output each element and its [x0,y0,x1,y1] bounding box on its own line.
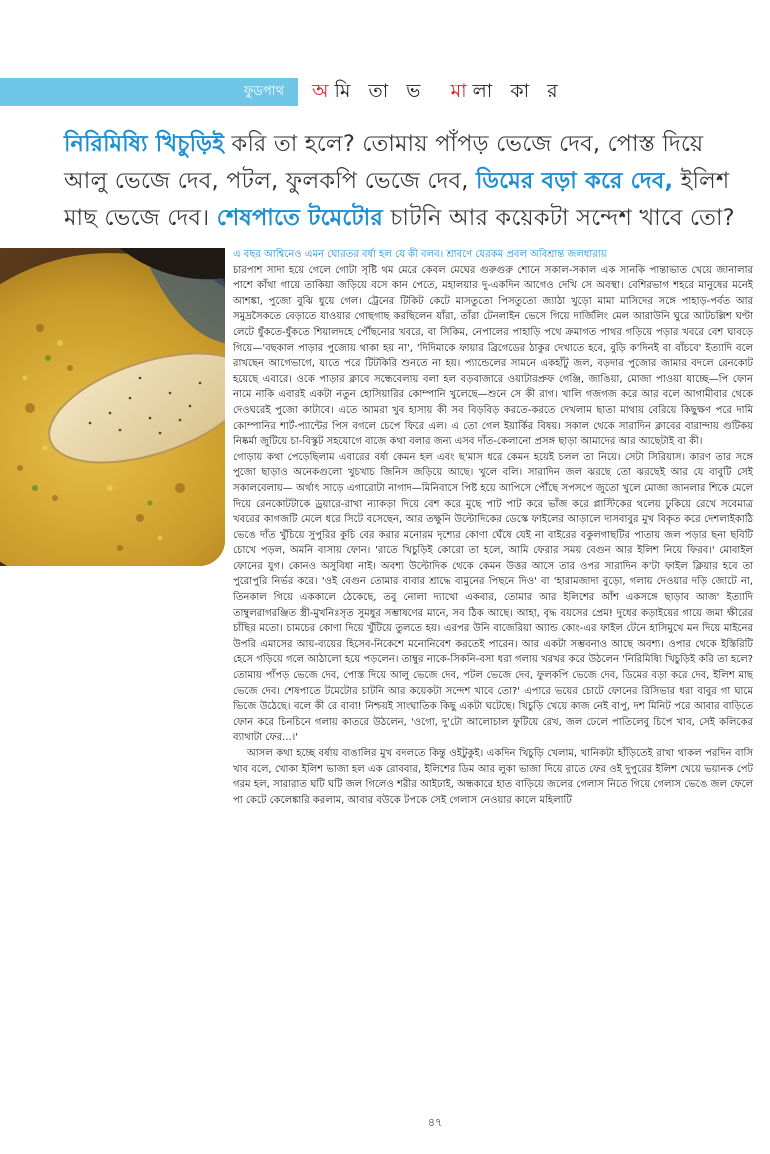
author-last-first: মা [450,80,473,102]
section-tag: ফুডপাথ [0,78,298,106]
khichuri-plate-photo [0,248,225,566]
headline-highlight-2: ডিমের বড়া করে দেব, [475,168,674,194]
lead-line [233,247,753,263]
food-photo [0,248,225,566]
lead-text: এ বছর আশ্বিনেও এমন ঘোরতর বর্ষা হল যে কী বলব। শ্রাবণে যেরকম প্রবল অবিশ্রান্ত জলধারায় [233,249,607,260]
author-byline [312,76,564,106]
article-body [233,247,753,1103]
paragraph-3: আসল কথা হচ্ছে বর্ষায় বাঙালির মুখ বদলতে কিন্তু ওইটুকুই। একদিন খিচুড়ি খেলাম, খানিকটা হাঁড়িতেই রাখা থাকল পরদিন বাসি খাব বলে, খোকা ইলিশ ভাজা হল এক রোববার, ইলিশের ডিম আর লুকা ভাজা দিয়ে রাতে ফের ওই দুপুরের ইলিশ খেয়ে ভয়ানক পেট গরম হল, সারারাত ঘটি ঘটি জল গিলেও শরীর আইঢাই, অন্ধকারে হাত বাড়িয়ে জলের গেলাস নিতে গিয়ে গেলাস ভেঙে জল ফেলে পা কেটে কেলেঙ্কারি করলাম, আবার বউকে টপকে সেই গেলাস নেওয়ার কালে মহিলাটি [233,748,753,806]
paragraph-2: গোড়ায় কথা পেড়েছিলাম এবারের বর্ষা কেমন হল এবং ছ'মাস ধরে কেমন হয়েই চলল তা নিয়ে। সেটা সিরিয়াস। কারণ তার সঙ্গে পুজো ছাড়াও অনেকগুলো খুচখাচ জিনিস জড়িয়ে আছে। খুলে বলি। সারাদিন জল ঝরছে তো ঝরছেই আর যে বাবুটি সেই সকালবেলায়— অর্থাৎ সাড়ে এগারোটা নাগাদ—মিনিবাসে পিষ্ট হয়ে আপিসে পৌঁছে সপসপে জুতো খুলে মোজা জানলার শিকে মেলে দিয়ে রেনকোটটাকে ড্রয়ারে-রাখা ন্যাকড়া দিয়ে বেশ করে মুছে পাট পাট করে ভাঁজ করে প্লাস্টিকের থলেয় ঢুকিয়ে রেখে সবেমাত্র খবরের কাগজটি মেলে ধরে সিটে বসেছেন, আর তক্ষুনি উল্টোদিকের ডেস্কে ফাইলের আড়ালে দাসবাবুর মুখ বিকৃত করে দেশলাইকাঠি ভেঙে দাঁত খুঁচিয়ে সুপুরির কুচি বের করার মনোরম দৃশ্যের কোণা ঘেঁষে যেই না বাইরের বকুলগাছটির পাতায় জল পড়ার ছনা ছবিটি চোখে পড়ল, অমনি বাসায় ফোন। 'রাতে খিচুড়িই কোরো তা হলে, আমি ফেরার সময় বেগুন আর ইলিশ নিয়ে ফিরব।' মোবাইল ফোনের যুগ। কোনও অসুবিধা নাই। অবশ্য উল্টোদিক থেকে কেমন উত্তর আসে তার ওপর সারাদিন ক'টা ফাইল ক্লিয়ার হবে তা পুরোপুরি নির্ভর করে। 'ওই বেগুন তোমার বাবার শ্রাদ্ধে বামুনের পিছনে দিও' বা 'হারামজাদা বুড়ো, গলায় দেওয়ার দড়ি জোটে না, তিনকাল গিয়ে এককালে ঠেকেছে, তবু নোলা দ্যাখো একবার, তোমার আর ইলিশের আঁশ একসঙ্গে ছাড়াব আজ' ইত্যাদি তাম্বুলরাগরঞ্জিত স্ত্রী-মুখনিঃসৃত সুমধুর সম্ভাষণের মানে, সব ঠিক আছে। আহা, বৃদ্ধ বয়সের প্রেম! দুধের কড়াইয়ের গায়ে জমা ক্ষীরের চাঁছির মতো। চামচের কোণা দিয়ে খুঁটিয়ে তুলতে হয়। এরপর উনি বাজেরিয়া অ্যান্ড কোং-এর ফাইল টেনে হাসিমুখে মন দিয়ে মাইনের উপরি এমাসের আয়-ব্যয়ের হিসেব-নিকেশে মনোনিবেশ করতেই পারেন। আর একটা সম্ভবনাও আছে অবশ্য। ওপার থেকে ইস্তিরিটি হেসে গড়িয়ে গলে আঠালো হয়ে পড়লেন। তাম্বুর নাকে-সিকনি-বসা ধরা গলায় খরখর করে উঠলেন 'নিরিমিষ্যি খিচুড়িই করি তা হলে? তোমায় পাঁপড় ভেজে দেব, পোস্ত দিয়ে আলু ভেজে দেব, পটল ভেজে দেব, ফুলকপি ভেজে দেব, ডিমের বড়া করে দেব, ইলিশ মাছ ভেজে দেব। শেষপাতে টমেটোর চাটনি আর কয়েকটা সন্দেশ খাবে তো?' এপারে ভয়ের চোটে ফোনের রিসিভার ধরা বাবুর গা ঘামে ভিজে উঠেছে। বলে কী রে বাবা! নিশ্চয়ই সাংঘাতিক কিছু একটা ঘটেছে। খিচুড়ি খেয়ে কাজ নেই বাপু, দশ মিনিট পরে আবার বাড়িতে ফোন করে চিনচিনে গলায় কাতরে উঠলেন, 'ওগো, দু'টো আলোচাল ফুটিয়ে রেখ, জল ঢেলে পাতিলেবু চিপে খাব, সেই কলিকের ব্যাথাটা ফের...।' [233,451,753,744]
headline-text-1: করি তা হলে? তোমায় পাঁপড় ভেজে দেব, পোস্ত দিয়ে আলু ভেজে দেব, পটল, ফুলকপি ভেজে দেব, [64,131,704,194]
author-last-rest: লা কা র [472,80,564,102]
headline-text-3: চাটনি আর কয়েকটা সন্দেশ খাবে তো? [382,205,735,231]
author-first-letter: অ [312,80,335,102]
headline-highlight-1: নিরিমিষ্যি খিচুড়িই [64,131,225,157]
paragraph-1: চারপাশ সাদা হয়ে গেলে গোটা সৃষ্টি থম মেরে কেবল মেঘের গুরুগুরু শোনে সকাল-সকাল এক সানকি পান্তাভাত খেয়ে জানালার পাশে কাঁথা গায়ে তাকিয়া জড়িয়ে বসে কান পেতে, মহালয়ার দু-একদিন আগেও দেখি সে অবস্থা। বেশিরভাগ শহরে মানুষের মনেই আশঙ্কা, পুজো বুঝি ধুয়ে গেল। ট্রেনের টিকিট কেটে মাসতুতো পিসতুতো জ্যাঠা খুড়ো মামা মাসিদের সঙ্গে পাহাড়-পর্বত আর সমুদ্রসৈকতে বেড়াতে যাওয়ার গোছগাছ করছিলেন যাঁরা, তাঁরা টেনলাইন ভেসে গিয়ে দার্জিলিং মেল আরাউনি ঘুরে আটচল্লিশ ঘণ্টা লেটে ধুঁকতে-ধুঁকতে শিয়ালদহে পৌঁছনোর খবরে, বা সিকিম, নেপালের পাহাড়ি পথে ক্রমাগত পাথর গড়িয়ে পড়ার খবরে বেশ ঘাবড়ে গিয়ে—'বছকাল পাড়ার পুজোয় থাকা হয় না', 'দিদিমাকে ফায়ার ব্রিগেডের ঠাকুর দেখাতে হবে, বুড়ি ক'দিনই বা বাঁচবে' ইত্যাদি বলে রাখছেন আগেভাগে, যাতে পরে টিটকিরি শুনতে না হয়। প্যান্ডেলের সামনে একহাঁটু জল, বড়দার পুজোর জামার বদলে রেনকোট হয়েছে এবারে। ওকে পাড়ার ক্লাবে সন্ধেবেলায় বলা হল বড়বাজারে ওয়াটারপ্রুফ গেঞ্জি, জাঙিয়া, মোজা পাওয়া যাচ্ছে—পি ফোন নামে নাকি এবারই একটা নতুন হোসিয়ারির কোম্পানি খুলেছে—শুনে সে কী রাগ। খালি গজগজ করে আর বলে আগামীবার থেকে দেওঘরেই পুজো কাটাবে। এতে আমরা খুব হাসায় কী সব বিড়বিড় করতে-করতে দেখলাম ছাতা মাথায় বেরিয়ে কিছুক্ষণ পরে দামি কোম্পানির শার্ট-প্যান্টের পিস বগলে চেপে ফিরে এল। এ তো গেল ইয়ার্কির বিষয়। সকাল থেকে সারাদিন ক্লাবের বারান্দায় গুটিকয় নিষ্কর্মা জুটিয়ে চা-বিস্কুট সহযোগে বাজে কথা বলার জন্য এসব দাঁত-কেলানো প্রসঙ্গ ছাড়া আমাদের আর আছেটাই বা কী। [233,264,753,448]
headline-text-2: ইলিশ মাছ ভেজে দেব। [64,168,730,231]
headline-highlight-3: শেষপাতে টমেটোর [216,205,383,231]
headline-quote [64,126,754,237]
author-first-rest: মি তা ভ [334,80,427,102]
page-number: ৪৭ [427,1116,443,1129]
